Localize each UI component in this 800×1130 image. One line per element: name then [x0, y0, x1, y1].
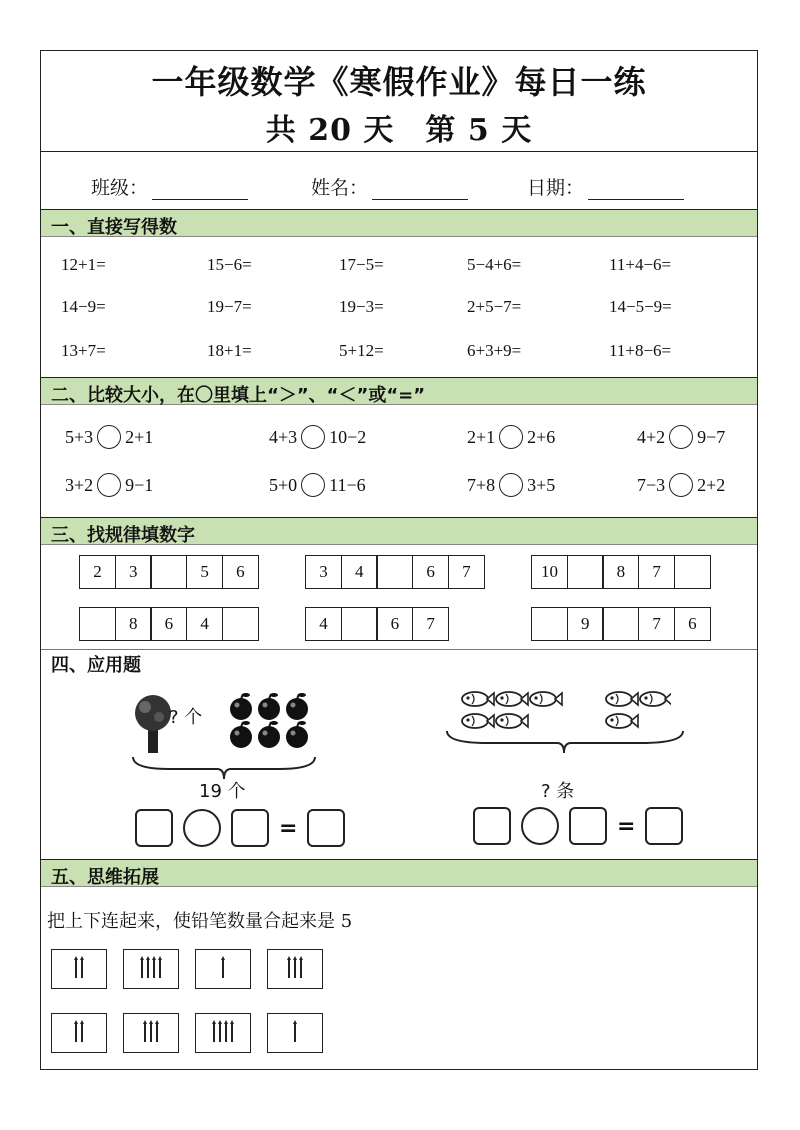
pencil-icon [141, 960, 143, 978]
number-cell: 7 [448, 555, 485, 589]
number-cell: 8 [115, 607, 152, 641]
divider [41, 151, 757, 152]
comparison-right: 2+6 [527, 426, 556, 447]
pencil-icon [300, 960, 302, 978]
pencil-icon [147, 960, 149, 978]
comparison-item [637, 473, 725, 497]
pencil-icon [81, 1024, 83, 1042]
compare-circle[interactable] [301, 473, 325, 497]
blank-cell[interactable] [376, 555, 413, 589]
answer-box[interactable] [645, 807, 683, 845]
operator-circle[interactable] [521, 807, 559, 845]
comparison-left: 3+2 [65, 474, 94, 495]
fish-icon [462, 692, 494, 706]
comparison-left: 7+8 [467, 474, 496, 495]
blank-cell[interactable] [79, 607, 116, 641]
equals-sign: = [279, 815, 298, 841]
fish-icon [606, 714, 638, 728]
comparison-item [269, 425, 366, 449]
comparison-item [269, 473, 366, 497]
number-cell: 6 [674, 607, 711, 641]
thinking-instruction: 把上下连起来，使铅笔数量合起来是 5 [47, 911, 353, 932]
fish-icon [496, 692, 528, 706]
number-sequence [79, 555, 259, 589]
operator-circle[interactable] [183, 809, 221, 847]
pencil-icon [294, 1024, 296, 1042]
comparison-right: 9−7 [697, 426, 726, 447]
fish-icon [606, 692, 638, 706]
equation: 5+12= [339, 341, 384, 360]
apple-icon [286, 721, 308, 748]
answer-box[interactable] [307, 809, 345, 847]
comparison-right: 2+2 [697, 474, 726, 495]
equation: 13+7= [61, 341, 106, 360]
pencil-box[interactable] [195, 1013, 251, 1053]
compare-circle[interactable] [301, 425, 325, 449]
page-subtitle: 共 20 天 第 5 天 [265, 113, 533, 148]
number-cell: 10 [531, 555, 568, 589]
blank-cell[interactable] [222, 607, 259, 641]
equation: 19−7= [207, 297, 252, 316]
equation: 11+4−6= [609, 255, 672, 274]
number-cell: 3 [115, 555, 152, 589]
number-cell: 6 [412, 555, 449, 589]
comparison-item [637, 425, 725, 449]
apple-icon [286, 693, 308, 720]
left-question-label: ? 个 [169, 707, 203, 728]
compare-circle[interactable] [97, 473, 121, 497]
equals-sign: = [617, 813, 636, 839]
equation: 11+8−6= [609, 341, 672, 360]
class-field[interactable]: 班级： [91, 173, 248, 200]
pencil-icon [75, 960, 77, 978]
number-sequence [305, 555, 485, 589]
apple-icon [230, 693, 252, 720]
compare-circle[interactable] [669, 473, 693, 497]
pencil-icon [288, 960, 290, 978]
comparison-left: 7−3 [637, 474, 666, 495]
pencil-box[interactable] [123, 1013, 179, 1053]
number-cell: 7 [638, 555, 675, 589]
number-cell: 6 [150, 607, 187, 641]
pencil-icon [231, 1024, 233, 1042]
equation: 17−5= [339, 255, 384, 274]
fish-icon [530, 692, 562, 706]
equation: 18+1= [207, 341, 252, 360]
compare-circle[interactable] [499, 473, 523, 497]
apple-icon [258, 693, 280, 720]
apple-icon [258, 721, 280, 748]
equation: 19−3= [339, 297, 384, 316]
comparison-item [467, 425, 555, 449]
number-cell: 4 [305, 607, 342, 641]
comparison-right: 11−6 [329, 474, 366, 495]
page-title: 一年级数学《寒假作业》每日一练 [151, 63, 647, 101]
number-sequence [79, 607, 259, 641]
comparison-left: 2+1 [467, 426, 496, 447]
blank-cell[interactable] [150, 555, 187, 589]
answer-box[interactable] [473, 807, 511, 845]
divider [41, 649, 757, 650]
pencil-box[interactable] [267, 949, 323, 989]
number-cell: 7 [412, 607, 449, 641]
section-title: 三、找规律填数字 [51, 525, 195, 546]
comparison-right: 9−1 [125, 474, 154, 495]
number-cell: 5 [186, 555, 223, 589]
pencil-icon [222, 960, 224, 978]
date-field[interactable]: 日期： [527, 173, 684, 200]
left-total-label: 19 个 [199, 781, 246, 802]
blank-cell[interactable] [602, 607, 639, 641]
fish-icon [496, 714, 528, 728]
pencil-icon [144, 1024, 146, 1042]
pencil-box[interactable] [267, 1013, 323, 1053]
section-header-2 [41, 377, 757, 405]
pencil-row-bottom [51, 1013, 323, 1053]
pencil-icon [156, 1024, 158, 1042]
section-header-3 [41, 517, 757, 545]
answer-box[interactable] [569, 807, 607, 845]
comparison-right: 2+1 [125, 426, 154, 447]
blank-cell[interactable] [674, 555, 711, 589]
apple-icon [230, 721, 252, 748]
pencil-row-top [51, 949, 323, 989]
number-cell: 3 [305, 555, 342, 589]
number-cell: 6 [222, 555, 259, 589]
number-cell: 4 [341, 555, 378, 589]
comparison-right: 3+5 [527, 474, 556, 495]
blank-cell[interactable] [531, 607, 568, 641]
number-sequence [531, 607, 711, 641]
number-cell: 2 [79, 555, 116, 589]
blank-cell[interactable] [341, 607, 378, 641]
right-total-label: ? 条 [541, 781, 575, 802]
equation: 14−9= [61, 297, 106, 316]
section-header-5 [41, 859, 757, 887]
number-sequence [305, 607, 449, 641]
comparison-left: 4+2 [637, 426, 666, 447]
blank-cell[interactable] [567, 555, 604, 589]
right-answer-row [473, 807, 683, 845]
equation: 12+1= [61, 255, 106, 274]
pencil-icon [81, 960, 83, 978]
pencil-icon [159, 960, 161, 978]
left-answer-row [135, 809, 345, 847]
equation: 5−4+6= [467, 255, 522, 274]
comparison-left: 5+0 [269, 474, 298, 495]
fish-icon [462, 714, 494, 728]
comparison-item [65, 473, 153, 497]
name-field[interactable]: 姓名： [311, 173, 468, 200]
equation: 2+5−7= [467, 297, 522, 316]
pencil-icon [294, 960, 296, 978]
pencil-box[interactable] [123, 949, 179, 989]
pencil-box[interactable] [51, 1013, 107, 1053]
number-cell: 4 [186, 607, 223, 641]
number-cell: 8 [602, 555, 639, 589]
compare-circle[interactable] [97, 425, 121, 449]
apples-group [227, 691, 317, 755]
section-title-4: 四、应用题 [51, 655, 141, 676]
answer-box[interactable] [135, 809, 173, 847]
number-cell: 9 [567, 607, 604, 641]
pencil-icon [225, 1024, 227, 1042]
worksheet [40, 50, 758, 1070]
section-title: 二、比较大小，在〇里填上“＞”、“＜”或“=” [51, 385, 426, 406]
section-header-1 [41, 209, 757, 237]
fish-icon [640, 692, 671, 706]
pencil-icon [213, 1024, 215, 1042]
pencil-icon [219, 1024, 221, 1042]
compare-circle[interactable] [499, 425, 523, 449]
answer-box[interactable] [231, 809, 269, 847]
equation: 6+3+9= [467, 341, 522, 360]
number-sequence [531, 555, 711, 589]
number-cell: 7 [638, 607, 675, 641]
number-cell: 6 [376, 607, 413, 641]
comparison-item [65, 425, 153, 449]
pencil-box[interactable] [195, 949, 251, 989]
pencil-icon [75, 1024, 77, 1042]
equation: 14−5−9= [609, 297, 672, 316]
pencil-icon [150, 1024, 152, 1042]
comparison-left: 5+3 [65, 426, 94, 447]
right-brace [443, 729, 687, 755]
pencil-box[interactable] [51, 949, 107, 989]
comparison-right: 10−2 [329, 426, 367, 447]
pencil-icon [153, 960, 155, 978]
compare-circle[interactable] [669, 425, 693, 449]
section-title: 一、直接写得数 [51, 217, 177, 238]
equation: 15−6= [207, 255, 252, 274]
comparison-left: 4+3 [269, 426, 298, 447]
section-title: 五、思维拓展 [51, 867, 159, 888]
comparison-item [467, 473, 555, 497]
